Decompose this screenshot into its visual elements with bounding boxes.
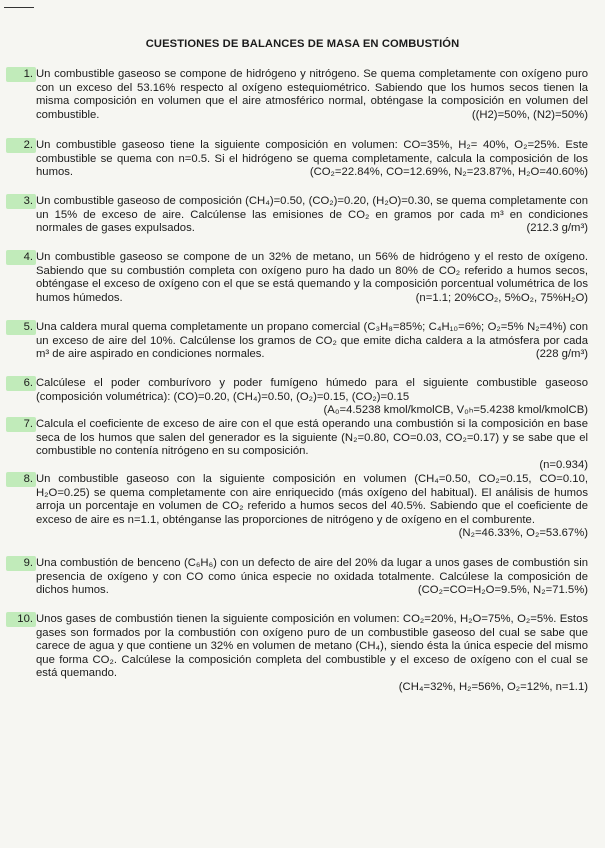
question-number: 3. [23, 195, 33, 207]
question-4 [23, 251, 588, 305]
question-9 [23, 557, 588, 598]
question-answer: (212.3 g/m³) [526, 222, 588, 235]
question-text: Un combustible gaseoso de composición (CH₄)=0.50, (CO₂)=0.20, (H₂O)=0.30, se quema completamente con un 15% de exceso de aire. Calcúlense las emisiones de CO₂ en gramos por cada m³ en condiciones normales de gases expulsados. [36, 195, 588, 235]
question-text: Un combustible gaseoso con la siguiente composición en volumen (CH₄=0.50, CO₂=0.15, CO=0.10, H₂O=0.25) se quema completamente con aire enriquecido (más oxígeno del habitual). El análisis de humos arroja un porcentaje en volumen de CO₂ referido a humos secos del 40.5%. Sabiendo que el coeficiente de exceso de aire es n=1.1, obténganse las proporciones de nitrógeno y de oxígeno en el comburente. [36, 473, 588, 526]
question-number: 1. [23, 68, 33, 80]
page-title: CUESTIONES DE BALANCES DE MASA EN COMBUSTIÓN [145, 38, 460, 50]
question-number: 8. [23, 473, 33, 485]
question-text: Un combustible gaseoso tiene la siguiente composición en volumen: CO=35%, H₂= 40%, O₂=25%. Este combustible se quema con n=0.5. Si el hidrógeno se quema completamente, calcula la composición de los humos. [36, 139, 588, 179]
question-answer: (228 g/m³) [535, 348, 588, 361]
question-answer: (CO₂=22.84%, CO=12.69%, N₂=23.87%, H₂O=40.60%) [309, 166, 588, 179]
question-text: Un combustible gaseoso se compone de un 32% de metano, un 56% de hidrógeno y el resto de oxígeno. Sabiendo que su combustión completa con oxígeno puro ha dado un 80% de CO₂ referido a humos secos, obténgase el exceso de oxígeno con el que se está quemando y la composición porcentual volumétrica de los humos húmedos. [36, 251, 588, 304]
question-answer: (n=1.1; 20%CO₂, 5%O₂, 75%H₂O) [415, 291, 588, 304]
question-answer: (n=0.934) [539, 458, 588, 471]
question-10 [17, 613, 588, 695]
question-text: Calcula el coeficiente de exceso de aire con el que está operando una combustión si la composición en base seca de los humos que salen del generador es la siguiente (N₂=0.80, CO=0.03, CO₂=0.17) y se sabe que el combustible no contenía nitrógeno en su composición. [36, 418, 588, 458]
question-6 [23, 377, 588, 418]
question-text: Una combustión de benceno (C₆H₆) con un defecto de aire del 20% da lugar a unos gases de combustión sin presencia de oxígeno y con CO como única especie no oxidada totalmente. Calcúlese la composición de dichos humos. [36, 557, 588, 597]
question-answer: (N₂=46.33%, O₂=53.67%) [458, 527, 588, 540]
question-2 [23, 139, 588, 180]
question-number: 2. [23, 139, 33, 151]
question-5 [23, 321, 588, 362]
question-7 [23, 418, 588, 472]
question-text: Unos gases de combustión tienen la siguiente composición en volumen: CO₂=20%, H₂O=75%, O₂=5%. Estos gases son formados por la combustión con oxígeno puro de un combustible gaseoso del cual se sabe que carece de agua y que contiene un 32% en volumen de metano (CH₄), siendo ésta la única especie del mismo que forma CO₂. Calcúlese la composición completa del combustible y el exceso de oxígeno con el cual se está quemando. [36, 613, 588, 680]
question-answer: ((H2)=50%, (N2)=50%) [471, 108, 588, 121]
question-answer: (CH₄=32%, H₂=56%, O₂=12%, n=1.1) [398, 680, 588, 693]
question-3 [23, 195, 588, 236]
question-text: Un combustible gaseoso se compone de hidrógeno y nitrógeno. Se quema completamente con oxígeno puro con un exceso del 53.16% respecto al oxígeno estequiométrico. Sabiendo que los humos secos tienen la misma composición en volumen que el aire atmosférico normal, obténgase la composición en volumen del combustible. [36, 68, 588, 121]
question-answer: (CO₂=CO=H₂O=9.5%, N₂=71.5%) [417, 584, 588, 597]
question-number: 4. [23, 251, 33, 263]
question-text: Una caldera mural quema completamente un propano comercial (C₃H₈=85%; C₄H₁₀=6%; O₂=5% N₂=4%) con un exceso de aire del 10%. Calcúlense los gramos de CO₂ que emite dicha caldera a la atmósfera por cada m³ de aire aspirado en condiciones normales. [36, 321, 588, 361]
question-number: 9. [23, 557, 33, 569]
question-answer: (A₀=4.5238 kmol/kmolCB, V₀ₕ=5.4238 kmol/kmolCB) [323, 404, 588, 417]
corner-rule [4, 7, 34, 8]
question-number: 10. [17, 613, 33, 625]
question-number: 5. [23, 321, 33, 333]
question-1 [23, 68, 588, 122]
question-number: 6. [23, 377, 33, 389]
question-8 [23, 473, 588, 541]
question-number: 7. [23, 418, 33, 430]
question-text: Calcúlese el poder comburívoro y poder fumígeno húmedo para el siguiente combustible gaseoso (composición volumétrica): (CO)=0.20, (CH₄)=0.50, (O₂)=0.15, (CO₂)=0.15 [36, 377, 588, 403]
